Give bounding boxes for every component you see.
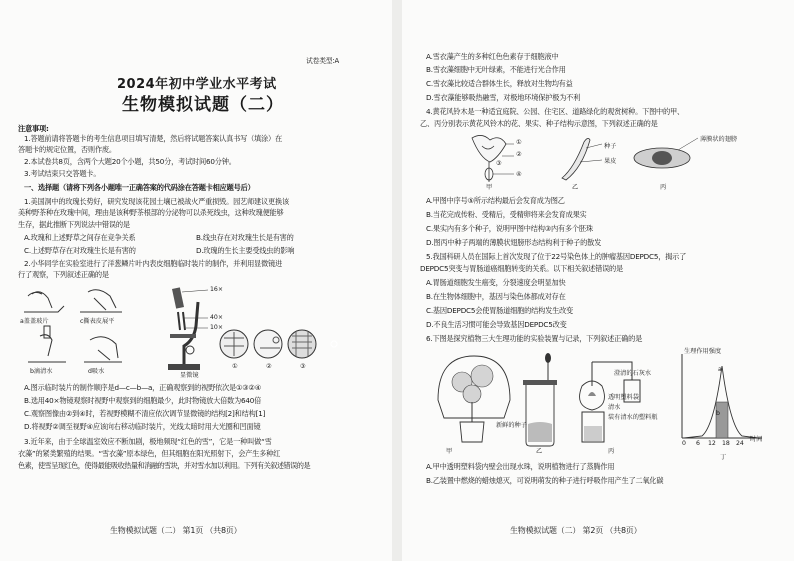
fig-label: 新鲜的种子 (496, 422, 527, 429)
note-line: 2.本试卷共8页，含两个大题20个小题，共50分，考试时间60分钟。 (24, 157, 236, 166)
view-field-3 (288, 330, 316, 358)
question-2-line: 行了观察，下列叙述正确的是 (18, 270, 109, 279)
fig-label: 生理作用强度 (684, 348, 722, 355)
q3-option: C.雪衣藻比较适合群体生长，释放对生物均有益 (426, 79, 573, 88)
q2-option: A.图示临时装片的制作顺序是d—c—b—a，正确观察到的视野依次是①③②④ (24, 383, 261, 392)
fig-label: b滴清水 (30, 368, 53, 375)
question-2-line: 2.小华同学在实验室进行了洋葱鳞片叶内表皮细胞临时装片的制作，并利用显微镜进 (24, 259, 283, 268)
note-line: 1.答题前请将答题卡的考生信息项目填写清楚，然后将试题答案认真书写（填涂）在 (24, 134, 283, 143)
fig-label: a (718, 366, 722, 373)
fig-label: 16× (210, 286, 224, 293)
q4-option: C.果实内有多个种子，说明甲图中结构③内有多个胚珠 (426, 224, 593, 233)
q5-option: C.基因DEPDC5会使胃肠道细胞的结构发生改变 (426, 306, 574, 315)
q1-option-b: B.线虫存在对玫瑰生长是有害的 (196, 233, 294, 242)
fig-label: ③ (300, 363, 306, 370)
setup-yi-illustration (523, 353, 557, 446)
q1-option-c: C.上述野草存在对玫瑰生长是有害的 (24, 246, 136, 255)
fig-label: 透明塑料袋 (608, 394, 639, 401)
note-line: 答题卡的规定位置，否则作废。 (18, 145, 116, 154)
flower-illustration (472, 135, 514, 182)
fig-label: 乙 (536, 448, 543, 455)
question-3-line: 3.近年来，由于全球温室效应不断加剧，极地频现“红色的雪”，它是一种叫做“雪 (24, 437, 272, 446)
q6-option: B.乙装置中燃烧的蜡烛熄灭，可说明萌发的种子进行呼吸作用产生了二氧化碳 (426, 476, 664, 485)
fig-label: 显微镜 (180, 372, 199, 379)
fig-label: 12 (708, 440, 716, 447)
view-field-1 (220, 330, 248, 358)
step-d-illustration (84, 337, 122, 362)
question-5-line: DEPDC5突变与胃肠道癌细胞转变的关系。以下相关叙述错误的是 (420, 264, 624, 273)
fig-label: 乙 (572, 184, 579, 191)
graph-ding-illustration (682, 354, 762, 438)
fig-label: 丁 (720, 454, 727, 461)
q2-option: C.观察图像由②到④时，若视野模糊不清应依次调节显微镜的结构[2]和结构[1] (24, 409, 266, 418)
question-4-line: 4.黄花风铃木是一种适宜庭院、公园、住宅区、道路绿化的观赏树种。下图中的甲、 (426, 107, 685, 116)
subject-title: 生物模拟试题（二） (122, 95, 284, 115)
fig-label: 24 (736, 440, 744, 447)
seed-illustration (634, 138, 698, 168)
view-field-4 (331, 341, 337, 347)
fig-label: 40× (210, 314, 224, 321)
q3-option: A.雪衣藻产生的多种红色色素存于细胞液中 (426, 52, 559, 61)
fig-label: d吸水 (88, 368, 105, 375)
slide-preparation-figure (18, 282, 338, 380)
fig-label: 装有清水的塑料瓶 (608, 414, 658, 421)
question-1-line: 1.美国洞中的玫瑰长势好，研究发现该花园土壤已被战火严重损毁。园艺师建议更换该 (24, 197, 289, 206)
fig-label: 甲 (486, 184, 493, 191)
fig-label: ② (516, 151, 522, 158)
q5-option: B.在生物体细胞中，基因与染色体都成对存在 (426, 292, 566, 301)
q5-option: A.胃肠道细胞发生癌变，分裂速度会明显加快 (426, 278, 566, 287)
fig-label: ① (232, 363, 238, 370)
q4-option: A.甲图中序号⑤所示结构最后会发育成为图乙 (426, 196, 565, 205)
q4-option: D.图丙中种子两端的薄膜状翅膀形态结构利于种子的散发 (426, 238, 602, 247)
paper-type-label: 试卷类型:A (306, 57, 339, 65)
q1-option-a: A.玫瑰和上述野草之间存在竞争关系 (24, 233, 136, 242)
fruit-illustration (562, 138, 602, 180)
microscope-illustration (168, 287, 208, 370)
q6-option: A.甲中透明塑料袋内壁会出现水珠，说明植物进行了蒸腾作用 (426, 462, 615, 471)
q3-option: B.雪衣藻细胞中无叶绿素，不能进行光合作用 (426, 65, 566, 74)
page-footer: 生物模拟试题（二） 第1页 （共8页） (110, 526, 242, 535)
fig-label: 澄清的石灰水 (614, 370, 652, 377)
q1-option-d: D.玫瑰的生长主要受线虫的影响 (196, 246, 295, 255)
exam-page-1 (0, 0, 392, 561)
fig-label: 清水 (608, 404, 621, 411)
fig-label: 6 (696, 440, 700, 447)
question-6-line: 6.下图是探究植物三大生理功能的实验装置与记录，下列叙述正确的是 (426, 334, 643, 343)
view-field-2 (254, 330, 282, 358)
page-gutter (392, 0, 402, 561)
step-b-illustration (28, 326, 66, 362)
exam-title: 2024年初中学业水平考试 (117, 77, 277, 92)
notes-heading: 注意事项: (18, 124, 49, 133)
q2-option: D.将视野②调至视野④应该向右移动临时装片，光线太暗时用大光圈和凹面镜 (24, 422, 261, 431)
fig-label: 果皮 (604, 158, 617, 165)
exam-page-2 (402, 0, 794, 561)
q2-option: B.选用40×物镜观察时视野中观察到的细胞最少，此时物镜放大倍数为640倍 (24, 396, 262, 405)
fig-label: 种子 (604, 143, 617, 150)
step-c-illustration (80, 290, 122, 312)
question-3-line: 衣藻”的紧类繁殖的结果。“雪衣藻”原本绿色，但其细胞在阳光照射下，会产生多种红 (18, 449, 281, 458)
fig-label: ③ (496, 160, 502, 167)
q3-option: D.雪衣藻能够吸热融雪，对极地环境保护极为不利 (426, 93, 581, 102)
section-heading: 一、选择题（请将下列各小题唯一正确答案的代码涂在答题卡相应题号后） (24, 183, 255, 192)
fig-label: 薄膜状的翅膀 (700, 136, 738, 143)
fig-label: 时间 (750, 436, 763, 443)
fig-label: a盖盖玻片 (20, 318, 49, 325)
plant-physiology-experiment-figure (432, 346, 772, 456)
flower-fruit-seed-figure (462, 132, 712, 186)
fig-label: 甲 (446, 448, 453, 455)
fig-label: ① (516, 139, 522, 146)
fig-label: 丙 (660, 184, 667, 191)
fig-label: ② (266, 363, 272, 370)
question-5-line: 5.我国科研人员在国际上首次发现了位于22号染色体上的肿瘤基因DEPDC5，揭示了 (426, 252, 687, 261)
question-1-line: 生存，据此推断下列说法中错误的是 (18, 220, 130, 229)
q5-option: D.不良生活习惯可能会导致基因DEPDC5改变 (426, 320, 567, 329)
fig-label: b (716, 410, 720, 417)
question-3-line: 色素，使雪呈现红色，使得最能吸收热量和消融的雪块，并对雪水加以利用。下列有关叙述错误的是 (18, 461, 311, 470)
q4-option: B.当花完成传粉、受精后，受精卵将来会发育成果实 (426, 210, 587, 219)
fig-label: c撕表皮展平 (80, 318, 115, 325)
question-4-line: 乙、丙分别表示黄花风铃木的花、果实、种子结构示意图，下列叙述正确的是 (420, 119, 658, 128)
fig-label: 18 (722, 440, 730, 447)
step-a-illustration (24, 292, 64, 312)
note-line: 3.考试结束只交答题卡。 (24, 169, 101, 178)
fig-label: ④ (516, 171, 522, 178)
question-1-line: 美种野茶种在玫瑰中间，理由是该种野茶根部的分泌物可以杀死线虫，这种玫瑰便能够 (18, 208, 284, 217)
setup-jia-illustration (438, 356, 510, 442)
fig-label: 丙 (608, 448, 615, 455)
fig-label: 10× (210, 324, 224, 331)
page-footer: 生物模拟试题（二） 第2页 （共8页） (510, 526, 642, 535)
fig-label: 0 (682, 440, 686, 447)
